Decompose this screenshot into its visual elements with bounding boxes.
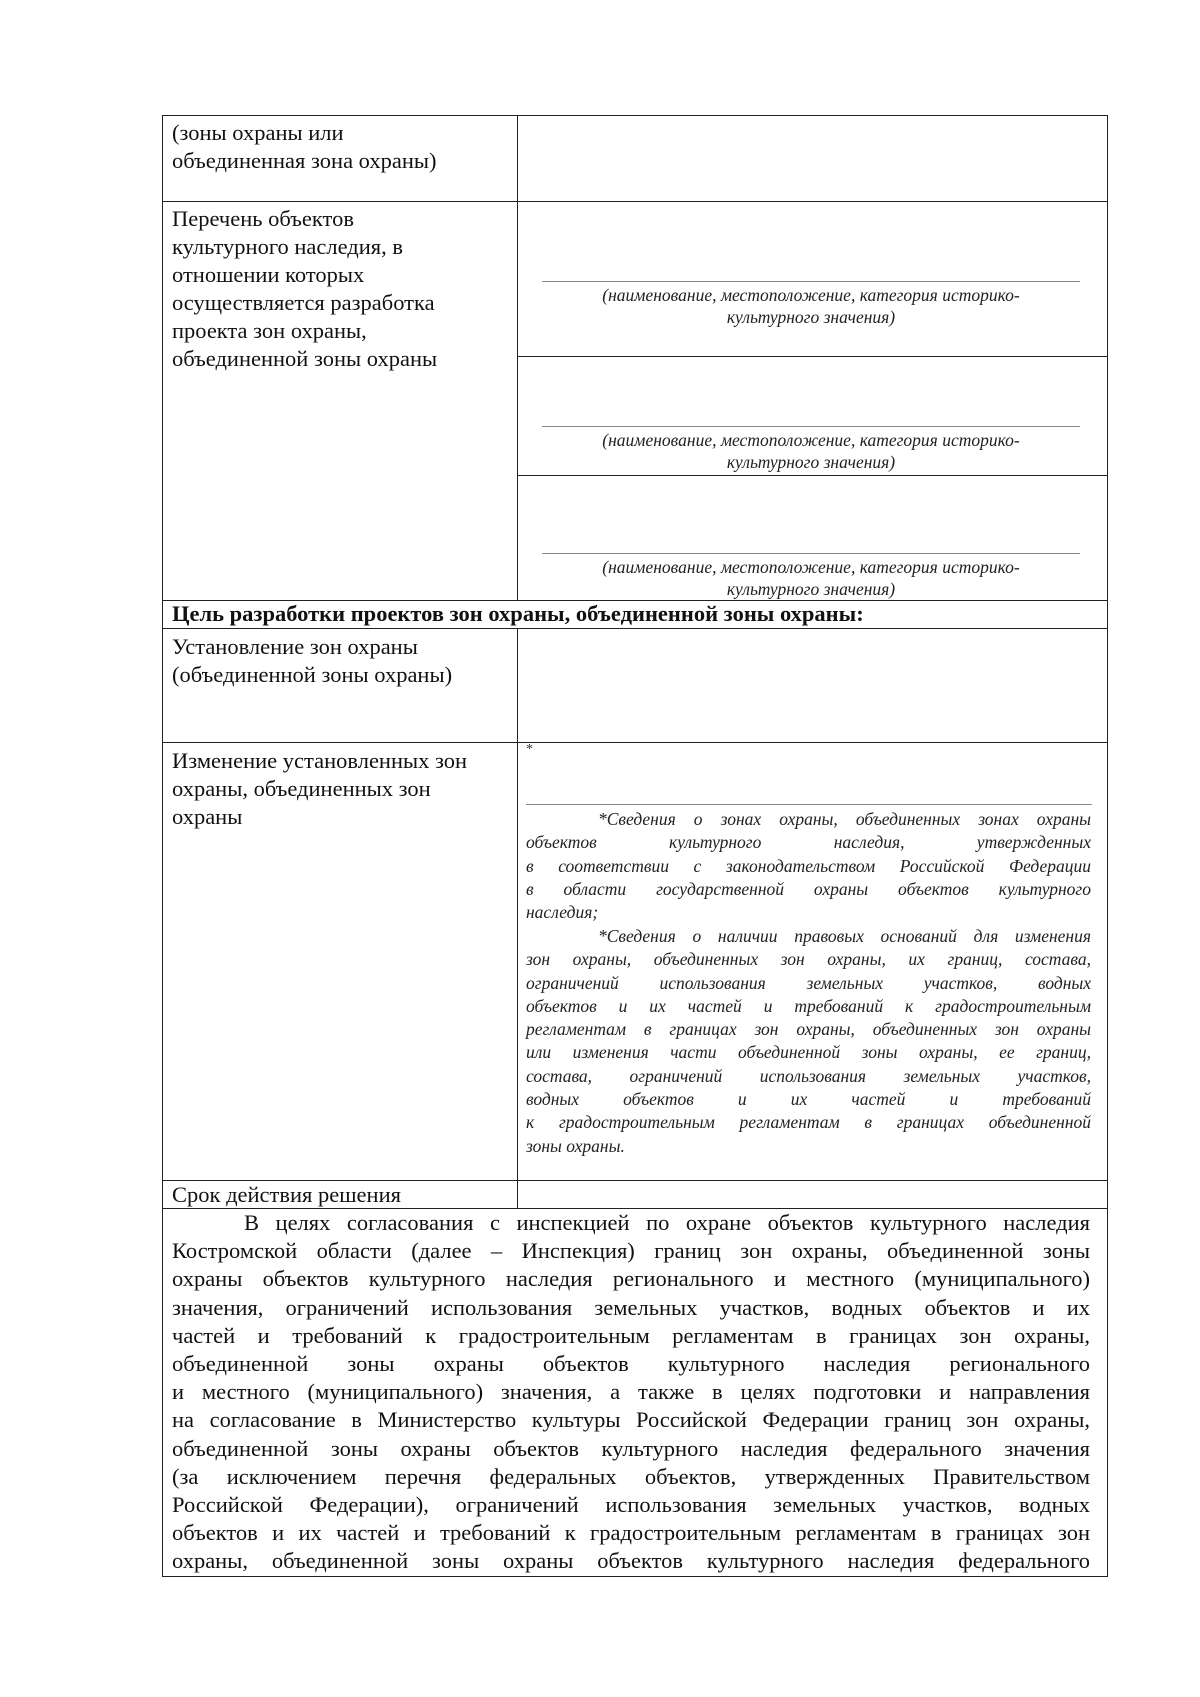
label-line: (зоны охраны или: [172, 120, 344, 145]
table-border-bottom: [162, 1576, 1108, 1577]
paragraph-line: объединенной зоны охраны объектов культурного наследия регионального: [172, 1351, 1090, 1377]
body-paragraph: [172, 1209, 1090, 1576]
row-divider: [162, 201, 1108, 202]
paragraph-line: охраны, объединенной зоны охраны объектов культурного наследия федерального: [172, 1548, 1090, 1574]
note-line: *Сведения о зонах охраны, объединенных зонах охраны: [598, 809, 1091, 829]
fill-in-line: [542, 553, 1080, 554]
note-line: зоны охраны.: [526, 1135, 625, 1156]
caption-line: культурного значения): [726, 579, 896, 599]
paragraph-line: значения, ограничений использования земельных участков, водных объектов и их: [172, 1294, 1090, 1320]
table-border-right: [1107, 115, 1108, 1576]
fill-in-line: [542, 426, 1080, 427]
table-border-left: [162, 115, 163, 1576]
purpose-heading: Цель разработки проектов зон охраны, объединенной зоны охраны:: [172, 601, 864, 626]
caption-line: (наименование, местоположение, категория историко-: [602, 285, 1020, 305]
label-line: Установление зон охраны: [172, 634, 418, 659]
change-note-zones: [526, 808, 1091, 924]
fill-in-line: [526, 804, 1092, 805]
note-line: или изменения части объединенной зоны охраны, ее границ,: [526, 1042, 1091, 1063]
label-line: Изменение установленных зон: [172, 748, 468, 773]
paragraph-line: охраны объектов культурного наследия регионального и местного (муниципального): [172, 1266, 1090, 1292]
table-border-top: [162, 115, 1108, 116]
note-line: ограничений использования земельных участков, водных: [526, 972, 1091, 993]
paragraph-line: объектов и их частей и требований к градостроительным регламентам в границах зон: [172, 1520, 1090, 1546]
paragraph-line: объединенной зоны охраны объектов культурного наследия федерального значения: [172, 1435, 1090, 1461]
note-line: *Сведения о наличии правовых оснований для изменения: [598, 926, 1091, 946]
note-line: объектов культурного наследия, утвержденных: [526, 832, 1091, 853]
label-line: (объединенной зоны охраны): [172, 662, 453, 687]
footnote-marker: *: [526, 742, 533, 757]
row-divider: [517, 475, 1108, 476]
label-line: охраны, объединенных зон: [172, 776, 431, 801]
label-line: объединенной зоны охраны: [172, 346, 438, 371]
objects-list-label: [172, 205, 437, 373]
caption-line: культурного значения): [726, 307, 896, 327]
label-line: культурного наследия, в: [172, 234, 404, 259]
paragraph-line: на согласование в Министерство культуры Российской Федерации границ зон охраны,: [172, 1407, 1090, 1433]
paragraph-line: Российской Федерации), ограничений использования земельных участков, водных: [172, 1492, 1090, 1518]
establish-label: [172, 633, 452, 689]
paragraph-line: (за исключением перечня федеральных объектов, утвержденных Правительством: [172, 1463, 1090, 1489]
zone-kind-label: [172, 119, 437, 175]
label-line: отношении которых: [172, 262, 365, 287]
label-line: охраны: [172, 804, 243, 829]
label-line: Срок действия решения: [172, 1182, 401, 1207]
note-line: к градостроительным регламентам в границах объединенной: [526, 1112, 1091, 1133]
note-line: в соответствии с законодательством Российской Федерации: [526, 855, 1091, 876]
row-divider: [162, 742, 1108, 743]
note-line: в области государственной охраны объектов культурного: [526, 878, 1091, 899]
object-caption: [522, 556, 1100, 600]
paragraph-line: частей и требований к градостроительным регламентам в границах зон охраны,: [172, 1322, 1090, 1348]
label-line: Перечень объектов: [172, 206, 354, 231]
object-caption: [522, 284, 1100, 328]
note-line: объектов и их частей и требований к градостроительным: [526, 995, 1091, 1016]
label-line: объединенная зона охраны): [172, 148, 437, 173]
column-divider: [517, 628, 518, 1208]
note-line: регламентам в границах зон охраны, объединенных зон охраны: [526, 1019, 1091, 1040]
label-line: осуществляется разработка: [172, 290, 435, 315]
paragraph-line: Костромской области (далее – Инспекция) границ зон охраны, объединенной зоны: [172, 1238, 1090, 1264]
change-label: [172, 747, 467, 831]
caption-line: (наименование, местоположение, категория историко-: [602, 430, 1020, 450]
note-line: водных объектов и их частей и требований: [526, 1089, 1091, 1110]
object-caption: [522, 429, 1100, 473]
term-label: [172, 1181, 401, 1209]
row-divider: [162, 628, 1108, 629]
change-note-grounds: [526, 925, 1091, 1158]
caption-line: (наименование, местоположение, категория историко-: [602, 557, 1020, 577]
label-line: проекта зон охраны,: [172, 318, 367, 343]
row-divider: [517, 356, 1108, 357]
note-line: зон охраны, объединенных зон охраны, их границ, состава,: [526, 949, 1091, 970]
paragraph-line: и местного (муниципального) значения, а также в целях подготовки и направления: [172, 1379, 1090, 1405]
column-divider: [517, 115, 518, 600]
note-line: наследия;: [526, 902, 599, 923]
caption-line: культурного значения): [726, 452, 896, 472]
fill-in-line: [542, 281, 1080, 282]
note-line: состава, ограничений использования земельных участков,: [526, 1065, 1091, 1086]
paragraph-line: В целях согласования с инспекцией по охране объектов культурного наследия: [244, 1210, 1090, 1235]
